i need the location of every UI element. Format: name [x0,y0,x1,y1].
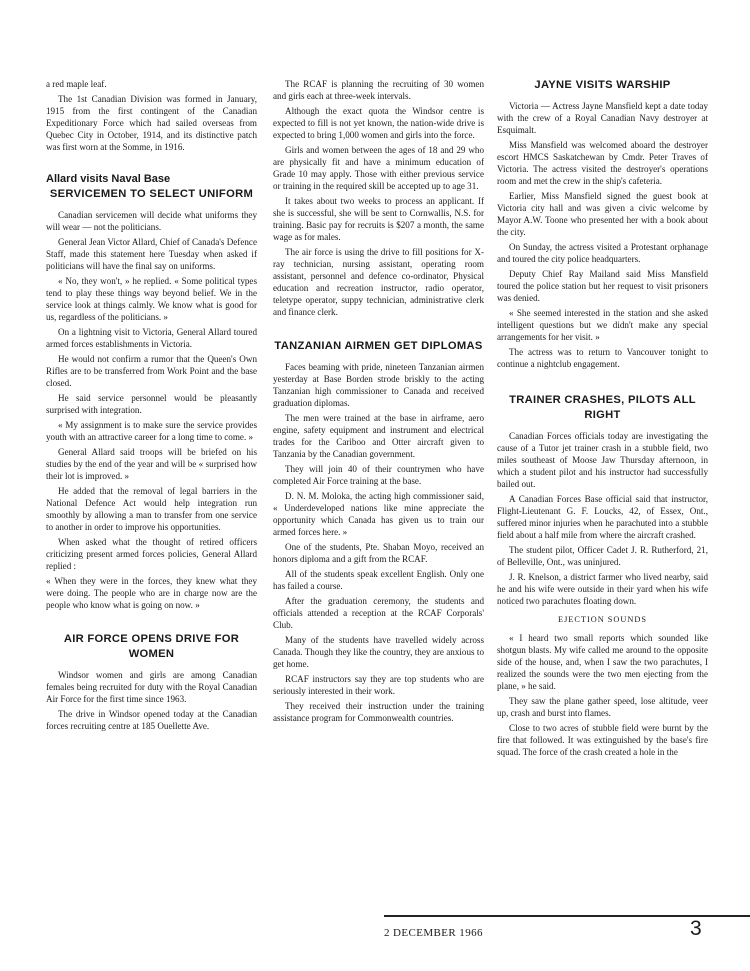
body-paragraph: It takes about two weeks to process an applicant. If she is successful, she will be sent to Cornwallis, N.S. for training. Basic pay for recruits is $207 a month, the same wage as for males. [273,196,484,242]
headline-trainer-crashes: TRAINER CRASHES, PILOTS ALL RIGHT [509,394,696,421]
body-paragraph: RCAF instructors say they are top students who are seriously interested in their work. [273,674,484,696]
body-paragraph: Miss Mansfield was welcomed aboard the destroyer escort HMCS Saskatchewan by Cmdr. Peter Traves of Victoria. The actress visited the destroyer's operations room and met the crew in the ship's cafeteria. [497,140,708,186]
body-paragraph: He would not confirm a rumor that the Queen's Own Rifles are to be transferred from Work Point and the base closed. [46,354,257,388]
page-number: 3 [690,917,702,940]
body-paragraph: They received their instruction under the training assistance program for Commonwealth countries. [273,701,484,723]
column-1 [46,78,257,735]
body-paragraph: « My assignment is to make sure the service provides youth with an attractive career for a long time to come. » [46,420,257,442]
column-3 [497,78,708,761]
column-2 [273,78,484,727]
body-paragraph: Close to two acres of stubble field were burnt by the fire that followed. It was extinguished by the base's fire squad. The force of the crash created a hole in the [497,723,708,757]
body-paragraph: « She seemed interested in the station and she asked intelligent questions but we didn't make any special arrangements for her visit. » [497,308,708,342]
footer-date: 2 DECEMBER 1966 [384,927,483,939]
body-paragraph: Girls and women between the ages of 18 and 29 who are physically fit and have a minimum education of Grade 10 may apply. Those with either previous service or training in the required skill be accepted up to age 31. [273,145,484,191]
body-paragraph: General Jean Victor Allard, Chief of Canada's Defence Staff, made this statement here Tuesday when asked if politicians will have the final say on uniforms. [46,237,257,271]
body-paragraph: The RCAF is planning the recruiting of 30 women and girls each at three-week intervals. [273,79,484,101]
body-paragraph: The men were trained at the base in airframe, aero engine, safety equipment and instrument and electrical trades for the Cariboo and Otter aircraft given to Tanzania by the Canadian government. [273,413,484,459]
body-paragraph: They will join 40 of their countrymen who have completed Air Force training at the base. [273,464,484,486]
body-paragraph: All of the students speak excellent English. Only one has failed a course. [273,569,484,591]
body-paragraph: « No, they won't, » he replied. « Some political types tend to play these things way beyond belief. We in the service look at things calmly. We know what is good for us, regardless of the politicians. » [46,276,257,322]
body-paragraph: Canadian servicemen will decide what uniforms they will wear — not the politicians. [46,210,257,232]
body-paragraph: When asked what the thought of retired officers criticizing present armed forces policies, General Allard replied : [46,537,257,571]
article-kicker: Allard visits Naval Base [46,173,171,185]
body-paragraph: « When they were in the forces, they knew what they were doing. The people who are in charge now are the people who know what is going on now. » [46,576,257,610]
body-paragraph: They saw the plane gather speed, lose altitude, veer up, crash and burst into flames. [497,696,708,718]
headline-jayne-warship: JAYNE VISITS WARSHIP [534,79,671,91]
body-paragraph: On a lightning visit to Victoria, General Allard toured armed forces establishments in Victoria. [46,327,257,349]
body-paragraph: On Sunday, the actress visited a Protestant orphanage and toured the city police headquarters. [497,242,708,264]
body-paragraph: Although the exact quota the Windsor centre is expected to fill is not yet known, the nation-wide drive is expected to bring 1,000 women and girls into the force. [273,106,484,140]
body-paragraph: a red maple leaf. [46,79,107,89]
body-paragraph: Canadian Forces officials today are investigating the cause of a Tutor jet trainer crash in a stubble field, two miles southeast of Moose Jaw Thursday afternoon, in which a student pilot and his instructor had successfully bailed out. [497,431,708,489]
body-paragraph: One of the students, Pte. Shaban Moyo, received an honors diploma and a gift from the RCAF. [273,542,484,564]
body-paragraph: Deputy Chief Ray Mailand said Miss Mansfield toured the police station but her request to visit prisoners was denied. [497,269,708,303]
body-paragraph: D. N. M. Moloka, the acting high commissioner said, « Underdeveloped nations like mine appreciate the opportunity which Canada has given us to train our armed forces here. » [273,491,484,537]
body-paragraph: General Allard said troops will be briefed on his studies by the end of the year and will be « surprised how their lot is improved. » [46,447,257,481]
body-paragraph: After the graduation ceremony, the students and officials attended a reception at the RCAF Corporals' Club. [273,596,484,630]
body-paragraph: The student pilot, Officer Cadet J. R. Rutherford, 21, of Belleville, Ont., was uninjured. [497,545,708,567]
body-paragraph: Earlier, Miss Mansfield signed the guest book at Victoria city hall and was given a civic welcome by Mayor A.W. Toone who presented her with a book about the city. [497,191,708,237]
body-paragraph: A Canadian Forces Base official said that instructor, Flight-Lieutenant G. F. Loucks, 42, of Essex, Ont., suffered minor injuries when he parachuted into a stubble field about a half mile from where the aircraft crashed. [497,494,708,540]
body-paragraph: J. R. Knelson, a district farmer who lived nearby, said he and his wife were outside in their yard when his wife noticed two parachutes floating down. [497,572,708,606]
headline-servicemen-uniform: SERVICEMEN TO SELECT UNIFORM [49,188,254,200]
body-paragraph: « I heard two small reports which sounded like shotgun blasts. My wife called me around to the opposite side of the house, and, when I saw the two parachutes, I realized the sounds were the two men ejecting from the plane, » he said. [497,633,708,691]
subhead-ejection-sounds: EJECTION SOUNDS [558,615,647,624]
body-paragraph: The air force is using the drive to fill positions for X-ray technician, nursing assistant, operating room assistant, personnel and defence co-ordinator, Physical education and recreation instructor, radio operator, teletype operator, suppy technician, administrative clerk and finance clerk. [273,247,484,317]
body-paragraph: He said service personnel would be pleasantly surprised with integration. [46,393,257,415]
headline-air-force-women: AIR FORCE OPENS DRIVE FOR WOMEN [63,633,240,660]
body-paragraph: He added that the removal of legal barriers in the National Defence Act would help integration run smoothly by allowing a man to transfer from one service to another in order to improve his opportunities. [46,486,257,532]
body-paragraph: Faces beaming with pride, nineteen Tanzanian airmen yesterday at Base Borden strode briskly to the acting Tanzanian high commissioner to Canada and received graduation diplomas. [273,362,484,408]
body-paragraph: The drive in Windsor opened today at the Canadian forces recruiting centre at 185 Ouellette Ave. [46,709,257,731]
body-paragraph: The actress was to return to Vancouver tonight to continue a nightclub engagement. [497,347,708,369]
body-paragraph: The 1st Canadian Division was formed in January, 1915 from the first contingent of the Canadian Expeditionary Force which had sailed overseas from Quebec City in October, 1914, and its distinctive patch was first worn at the Somme, in 1916. [46,94,257,152]
body-paragraph: Victoria — Actress Jayne Mansfield kept a date today with the crew of a Royal Canadian Navy destroyer at Esquimalt. [497,101,708,135]
body-paragraph: Many of the students have travelled widely across Canada. Though they like the country, they are anxious to get home. [273,635,484,669]
body-paragraph: Windsor women and girls are among Canadian females being recruited for duty with the Royal Canadian Air Force for the first time since 1963. [46,670,257,704]
headline-tanzanian-airmen: TANZANIAN AIRMEN GET DIPLOMAS [274,340,483,352]
